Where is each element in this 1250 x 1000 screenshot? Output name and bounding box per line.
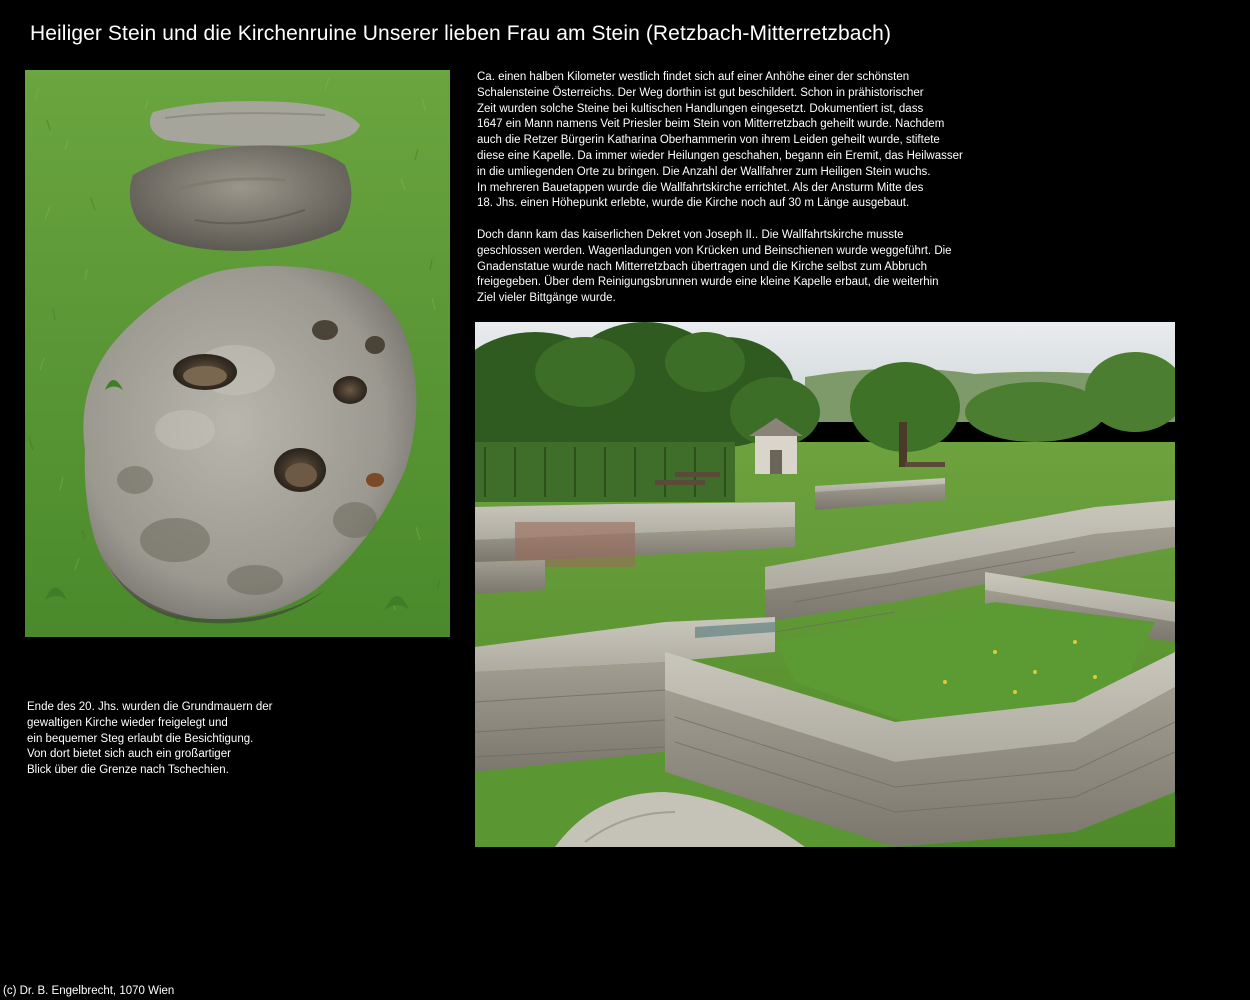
intro-line: 1647 ein Mann namens Veit Priesler beim Stein von Mitterretzbach geheilt wurde. Nachdem (477, 118, 945, 131)
copyright-notice: (c) Dr. B. Engelbrecht, 1070 Wien (3, 985, 175, 997)
intro-line: auch die Retzer Bürgerin Katharina Oberhammerin von ihrem Leiden geheilt wurde, stiftete (477, 134, 940, 147)
kirchenruine-image (475, 322, 1175, 847)
intro-line: geschlossen werden. Wagenladungen von Krücken und Beinschienen wurde weggeführt. Die (477, 244, 952, 257)
caption-line: Blick über die Grenze nach Tschechien. (27, 764, 229, 777)
photo-schalenstein (25, 70, 450, 637)
photo-kirchenruine (475, 322, 1175, 847)
intro-line: 18. Jhs. einen Höhepunkt erlebte, wurde die Kirche noch auf 30 m Länge ausgebaut. (477, 197, 910, 210)
intro-line: In mehreren Bauetappen wurde die Wallfahrtskirche errichtet. Als der Ansturm Mitte des (477, 181, 924, 194)
page-title: Heiliger Stein und die Kirchenruine Unserer lieben Frau am Stein (Retzbach-Mitterretzbach) (30, 22, 892, 45)
intro-paragraph-2 (477, 228, 952, 307)
caption-line: Von dort bietet sich auch ein großartiger (27, 748, 231, 761)
intro-line: Ca. einen halben Kilometer westlich findet sich auf einer Anhöhe einer der schönsten (477, 71, 910, 83)
intro-line: Gnadenstatue wurde nach Mitterretzbach übertragen und die Kirche selbst zum Abbruch (477, 260, 928, 273)
intro-line: freigegeben. Über dem Reinigungsbrunnen wurde eine kleine Kapelle erbaut, die weiterhin (477, 276, 939, 289)
intro-line: Doch dann kam das kaiserlichen Dekret von Joseph II.. Die Wallfahrtskirche musste (477, 229, 904, 241)
photo-caption (27, 700, 272, 779)
intro-line: Zeit wurden solche Steine bei kultischen Handlungen eingesetzt. Dokumentiert ist, dass (477, 102, 924, 115)
intro-line: Schalensteine Österreichs. Der Weg dorthin ist gut beschildert. Schon in prähistorischer (477, 86, 924, 99)
caption-line: gewaltigen Kirche wieder freigelegt und (27, 716, 228, 729)
caption-line: ein bequemer Steg erlaubt die Besichtigung. (27, 732, 254, 745)
intro-line: diese eine Kapelle. Da immer wieder Heilungen geschahen, begann ein Eremit, das Heilwasser (477, 149, 963, 162)
schalenstein-image (25, 70, 450, 637)
caption-line: Ende des 20. Jhs. wurden die Grundmauern der (27, 701, 273, 713)
intro-line: in die umliegenden Orte zu bringen. Die Anzahl der Wallfahrer zum Heiligen Stein wuchs. (477, 165, 931, 178)
intro-line: Ziel vieler Bittgänge wurde. (477, 292, 616, 305)
intro-paragraph-1 (477, 70, 963, 212)
